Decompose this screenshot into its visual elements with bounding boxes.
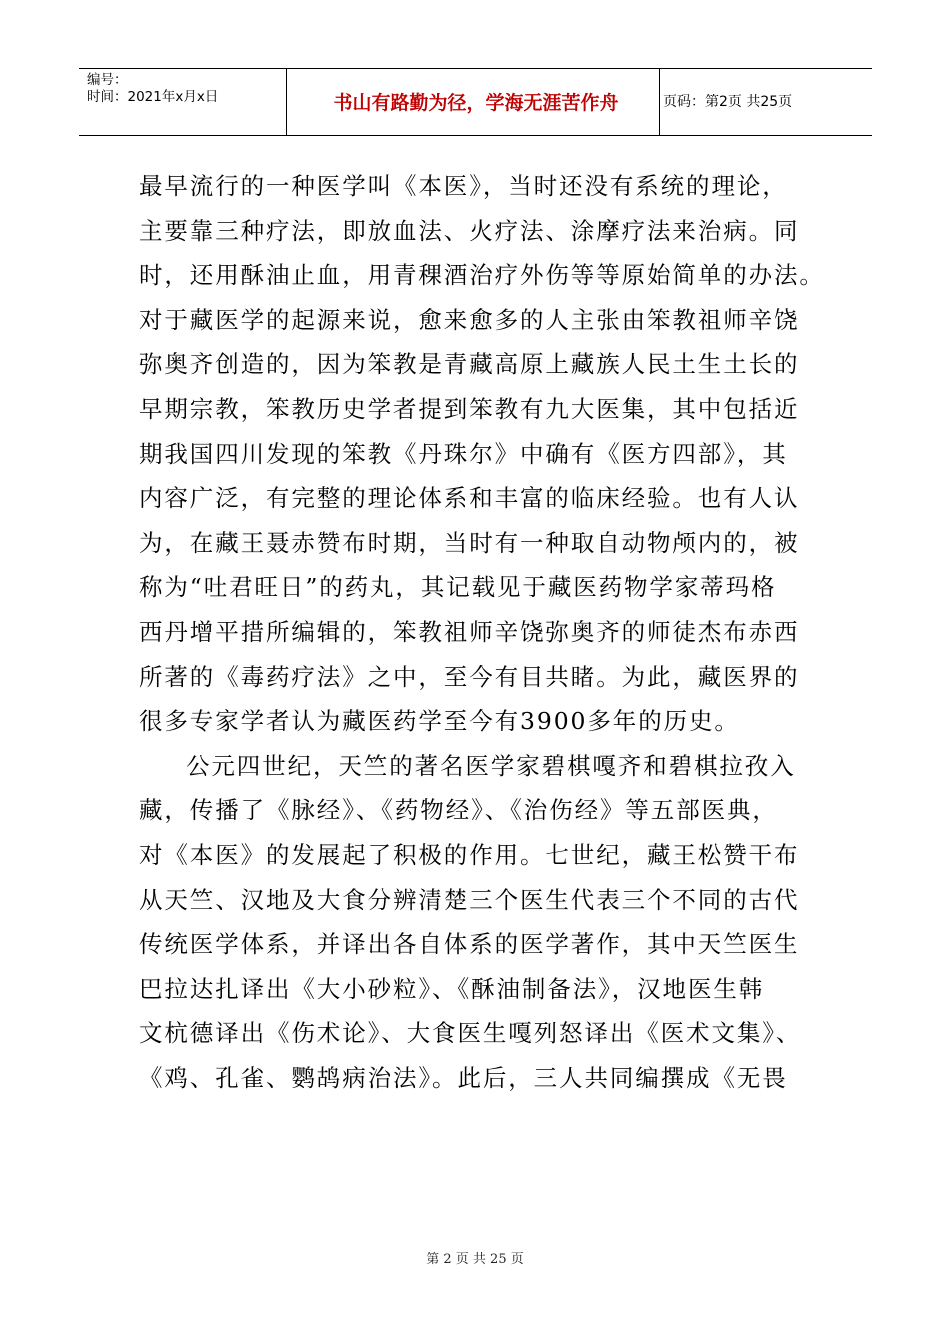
body-line: 很多专家学者认为藏医药学至今有3900多年的历史。: [139, 707, 740, 736]
header-page-info: 页码：第2页 共25页: [663, 94, 793, 110]
body-line: 早期宗教，笨教历史学者提到笨教有九大医集，其中包括近: [139, 394, 800, 423]
body-line: 《鸡、孔雀、鹦鸪病治法》。此后，三人共同编撰成《无畏: [139, 1063, 788, 1092]
body-line: 内容广泛，有完整的理论体系和丰富的临床经验。也有人认: [139, 484, 800, 513]
body-line: 传统医学体系，并译出各自体系的医学著作，其中天竺医生: [139, 930, 800, 959]
body-line: 主要靠三种疗法，即放血法、火疗法、涂摩疗法来治病。同: [139, 216, 800, 245]
header-motto: 书山有路勤为径，学海无涯苦作舟: [333, 92, 619, 114]
body-line: 称为“吐君旺日”的药丸，其记载见于藏医药物学家蒂玛格: [139, 573, 777, 602]
document-number-label: 编号：: [87, 72, 128, 88]
body-line: 所著的《毒药疗法》之中，至今有目共睹。为此，藏医界的: [139, 662, 800, 691]
body-line: 弥奥齐创造的，因为笨教是青藏高原上藏族人民土生土长的: [139, 350, 800, 379]
body-line: 为，在藏王聂赤赞布时期，当时有一种取自动物颅内的，被: [139, 528, 800, 557]
body-line: 时，还用酥油止血，用青稞酒治疗外伤等等原始简单的办法。: [139, 261, 825, 290]
page-footer: 第 2 页 共 25 页: [426, 1252, 524, 1267]
document-body: [139, 164, 839, 1100]
header-top-rule: [79, 68, 872, 69]
page-header: [79, 68, 872, 136]
header-bottom-rule: [79, 135, 872, 136]
body-line: 藏，传播了《脉经》、《药物经》、《治伤经》等五部医典，: [139, 796, 778, 825]
body-line: 对《本医》的发展起了积极的作用。七世纪，藏王松赞干布: [139, 840, 800, 869]
body-line: 从天竺、汉地及大食分辨清楚三个医生代表三个不同的古代: [139, 885, 800, 914]
body-line: 最早流行的一种医学叫《本医》，当时还没有系统的理论，: [139, 172, 788, 200]
document-date: 时间：2021年x月x日: [87, 89, 219, 105]
body-line: 文杭德译出《伤术论》、大食医生嘎列怒译出《医术文集》、: [139, 1019, 802, 1048]
paragraph-start-line: 公元四世纪，天竺的著名医学家碧棋嘎齐和碧棋拉孜入: [186, 751, 796, 780]
body-line: 西丹增平措所编辑的，笨教祖师辛饶弥奥齐的师徒杰布赤西: [139, 617, 800, 646]
body-line: 巴拉达扎译出《大小砂粒》、《酥油制备法》，汉地医生韩: [139, 974, 765, 1003]
body-line: 期我国四川发现的笨教《丹珠尔》中确有《医方四部》，其: [139, 439, 788, 468]
body-line: 对于藏医学的起源来说，愈来愈多的人主张由笨教祖师辛饶: [139, 305, 800, 334]
